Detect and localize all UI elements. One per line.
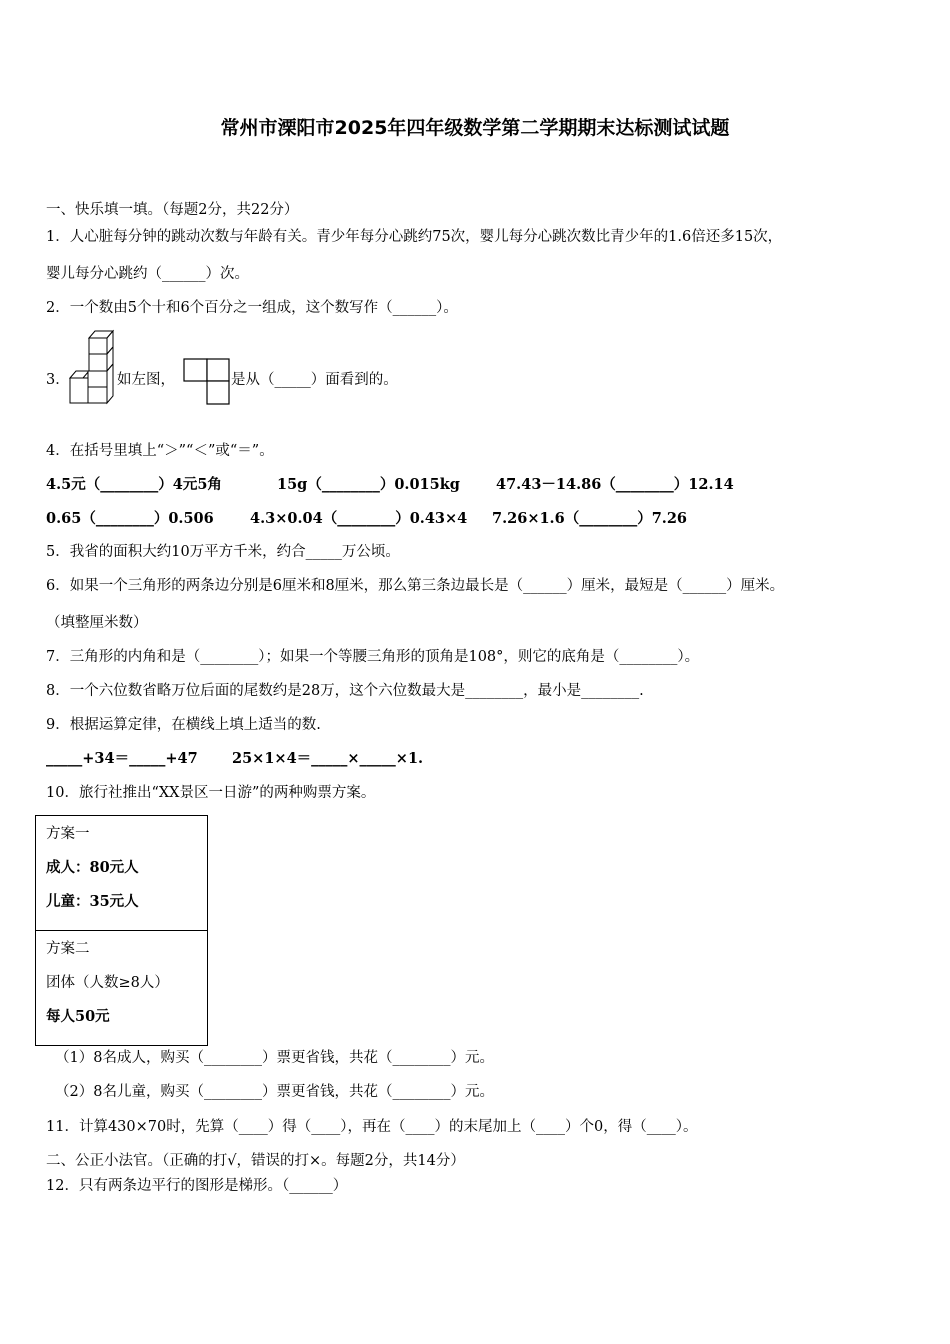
- question-10: 10．旅行社推出“XX景区一日游”的两种购票方案。: [46, 785, 376, 801]
- plan-1-child: 儿童：35元人: [46, 893, 139, 910]
- plan-1-box: [35, 815, 208, 931]
- question-7: 7．三角形的内角和是（________）；如果一个等腰三角形的顶角是108°，则它的底角是（________）。: [46, 649, 700, 665]
- question-2: 2．一个数由5个十和6个百分之一组成，这个数写作（______）。: [46, 300, 458, 316]
- question-5: 5．我省的面积大约10万平方千米，约合_____万公顷。: [46, 544, 400, 560]
- equation-item: _____+34＝_____+47: [46, 750, 198, 767]
- plan-2-box: [35, 930, 208, 1046]
- compare-item: 15g（________）0.015kg: [277, 476, 460, 493]
- question-10-part-1: （1）8名成人，购买（________）票更省钱，共花（________）元。: [55, 1050, 494, 1066]
- question-9: 9．根据运算定律，在横线上填上适当的数.: [46, 717, 321, 733]
- plan-1-title: 方案一: [46, 826, 90, 842]
- question-10-part-2: （2）8名儿童，购买（________）票更省钱，共花（________）元。: [55, 1084, 494, 1100]
- question-8: 8．一个六位数省略万位后面的尾数约是28万，这个六位数最大是________，最小是________.: [46, 683, 644, 699]
- view-grid-figure: [183, 358, 231, 406]
- question-3-number: 3．: [46, 372, 70, 388]
- compare-item: 7.26×1.6（________）7.26: [492, 510, 688, 527]
- cube-stack-figure: [68, 328, 118, 406]
- compare-item: 4.5元（________）4元5角: [46, 476, 222, 493]
- plan-2-group: 团体（人数≥8人）: [46, 975, 169, 991]
- question-1-line-2: 婴儿每分心跳约（______）次。: [46, 266, 249, 282]
- equation-item: 25×1×4＝_____×_____×1.: [232, 750, 424, 767]
- question-3-text-1: 如左图，: [117, 372, 175, 388]
- section-2-heading: 二、公正小法官。（正确的打√，错误的打×。每题2分，共14分）: [46, 1153, 465, 1169]
- question-6-line-2: （填整厘米数）: [46, 615, 148, 631]
- plan-2-title: 方案二: [46, 941, 90, 957]
- question-12: 12．只有两条边平行的图形是梯形。（______）: [46, 1178, 348, 1194]
- plan-2-price: 每人50元: [46, 1008, 110, 1025]
- page-title: 常州市溧阳市2025年四年级数学第二学期期末达标测试试题: [220, 117, 730, 139]
- question-4: 4．在括号里填上“＞”“＜”或“＝”。: [46, 443, 274, 459]
- question-6-line-1: 6．如果一个三角形的两条边分别是6厘米和8厘米，那么第三条边最长是（______）厘米，最短是（______）厘米。: [46, 578, 785, 594]
- plan-1-adult: 成人：80元人: [46, 859, 139, 876]
- question-1-line-1: 1．人心脏每分钟的跳动次数与年龄有关。青少年每分心跳约75次，婴儿每分心跳次数比青少年的1.6倍还多15次，: [46, 229, 783, 245]
- compare-item: 0.65（________）0.506: [46, 510, 214, 527]
- compare-item: 47.43－14.86（________）12.14: [496, 476, 734, 493]
- question-11: 11．计算430×70时，先算（____）得（____），再在（____）的末尾加上（____）个0，得（____）。: [46, 1119, 698, 1135]
- compare-item: 4.3×0.04（________）0.43×4: [250, 510, 468, 527]
- question-3-text-2: 是从（_____）面看到的。: [231, 372, 398, 388]
- section-1-heading: 一、快乐填一填。（每题2分，共22分）: [46, 202, 299, 218]
